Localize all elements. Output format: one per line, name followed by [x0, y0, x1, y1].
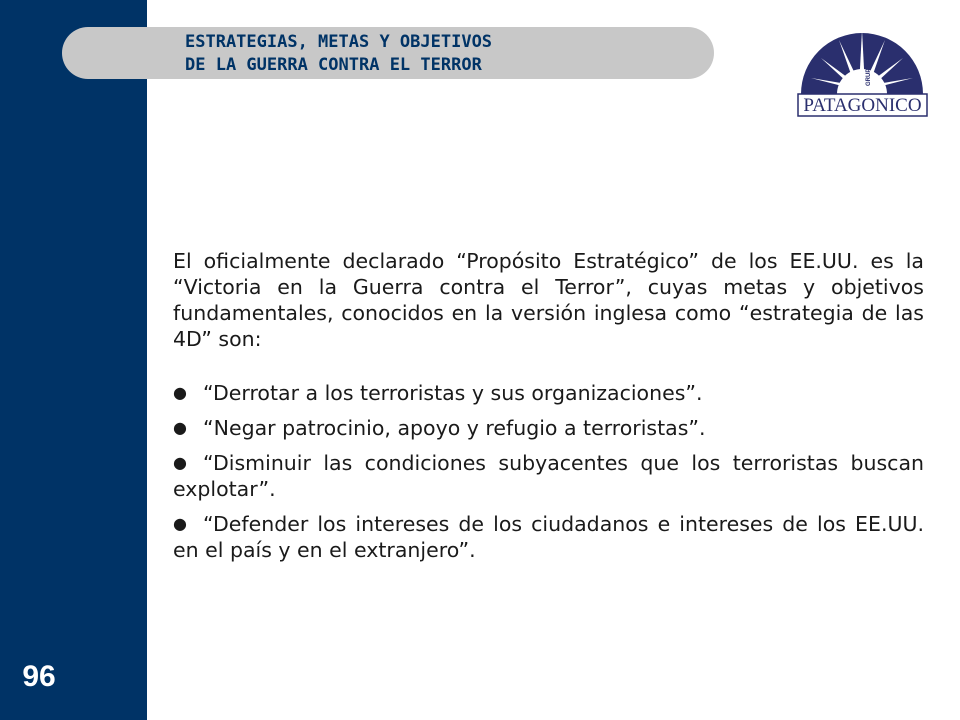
bullet-text: “Negar patrocinio, apoyo y refugio a terroristas”.: [203, 416, 706, 440]
title-line-2: DE LA GUERRA CONTRA EL TERROR: [185, 55, 482, 75]
bullet-text: “Disminuir las condiciones subyacentes que los terroristas buscan explotar”.: [173, 451, 924, 501]
bullet-item: [173, 511, 924, 563]
logo-small-text: GRUPO: [866, 63, 872, 86]
bullet-dot-icon: ●: [173, 383, 187, 402]
bullet-dot-icon: ●: [173, 418, 187, 437]
bullet-item: [173, 380, 924, 406]
page-number: 96: [22, 660, 56, 693]
bullet-dot-icon: ●: [173, 453, 187, 472]
intro-paragraph: El oficialmente declarado “Propósito Estratégico” de los EE.UU. es la “Victoria en la Guerra contra el Terror”, cuyas metas y objetivos fundamentales, conocidos en la versión inglesa como “estrategia de las 4D” son:: [173, 249, 924, 351]
title-line-1: ESTRATEGIAS, METAS Y OBJETIVOS: [185, 32, 493, 52]
bullet-item: [173, 415, 924, 441]
bullet-text: “Derrotar a los terroristas y sus organizaciones”.: [203, 381, 703, 405]
bullet-item: [173, 450, 924, 502]
slide-body: [173, 248, 924, 572]
left-sidebar: [0, 0, 147, 720]
grupo-patagonico-logo: [795, 20, 930, 120]
bullet-dot-icon: ●: [173, 514, 187, 533]
logo-name: PATAGONICO: [803, 95, 922, 116]
slide-title: [185, 31, 605, 77]
logo-sunburst-icon: [801, 30, 923, 94]
bullet-text: “Defender los intereses de los ciudadanos e intereses de los EE.UU. en el país y en el extranjero”.: [173, 512, 924, 562]
